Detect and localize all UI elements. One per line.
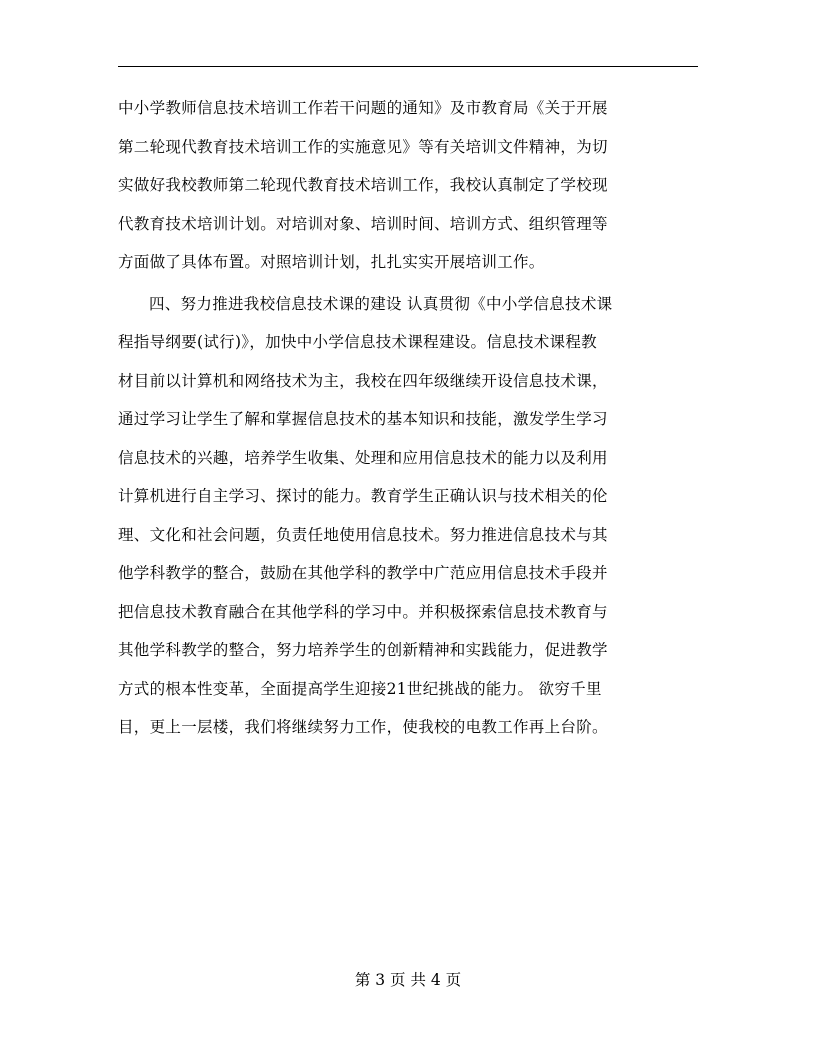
paragraph-line: 方面做了具体布置。对照培训计划，扎扎实实开展培训工作。: [118, 253, 545, 271]
paragraph-line: 信息技术的兴趣，培养学生收集、处理和应用信息技术的能力以及利用: [118, 448, 608, 467]
paragraph-line: 方式的根本性变革，全面提高学生迎接21世纪挑战的能力。 欲穷千里: [118, 679, 602, 698]
paragraph-line: 通过学习让学生了解和掌握信息技术的基本知识和技能，激发学生学习: [118, 410, 608, 428]
paragraph-line: 理、文化和社会问题，负责任地使用信息技术。努力推进信息技术与其: [118, 525, 608, 544]
paragraph-line: 把信息技术教育融合在其他学科的学习中。并积极探索信息技术教育与: [118, 602, 608, 621]
paragraph-2: [118, 285, 703, 747]
paragraph-line: 计算机进行自主学习、探讨的能力。教育学生正确认识与技术相关的伦: [118, 487, 608, 505]
paragraph-line: 目，更上一层楼，我们将继续努力工作，使我校的电教工作再上台阶。: [118, 718, 608, 736]
header-rule: [118, 66, 698, 67]
paragraph-line: 其他学科教学的整合，努力培养学生的创新精神和实践能力，促进教学: [118, 641, 608, 659]
paragraph-1: [118, 89, 703, 282]
paragraph-line: 四、努力推进我校信息技术课的建设 认真贯彻《中小学信息技术课: [149, 294, 613, 313]
paragraph-line: 代教育技术培训计划。对培训对象、培训时间、培训方式、组织管理等: [118, 214, 608, 233]
paragraph-line: 程指导纲要(试行)》，加快中小学信息技术课程建设。信息技术课程教: [118, 333, 597, 351]
paragraph-line: 实做好我校教师第二轮现代教育技术培训工作，我校认真制定了学校现: [118, 176, 608, 194]
paragraph-line: 他学科教学的整合，鼓励在其他学科的教学中广范应用信息技术手段并: [118, 564, 608, 582]
document-body: [118, 89, 703, 747]
paragraph-line: 中小学教师信息技术培训工作若干问题的通知》及市教育局《关于开展: [118, 99, 608, 117]
paragraph-line: 材目前以计算机和网络技术为主，我校在四年级继续开设信息技术课，: [118, 371, 608, 390]
paragraph-line: 第二轮现代教育技术培训工作的实施意见》等有关培训文件精神，为切: [118, 137, 608, 156]
page-number-footer: 第 3 页 共 4 页: [354, 971, 462, 989]
